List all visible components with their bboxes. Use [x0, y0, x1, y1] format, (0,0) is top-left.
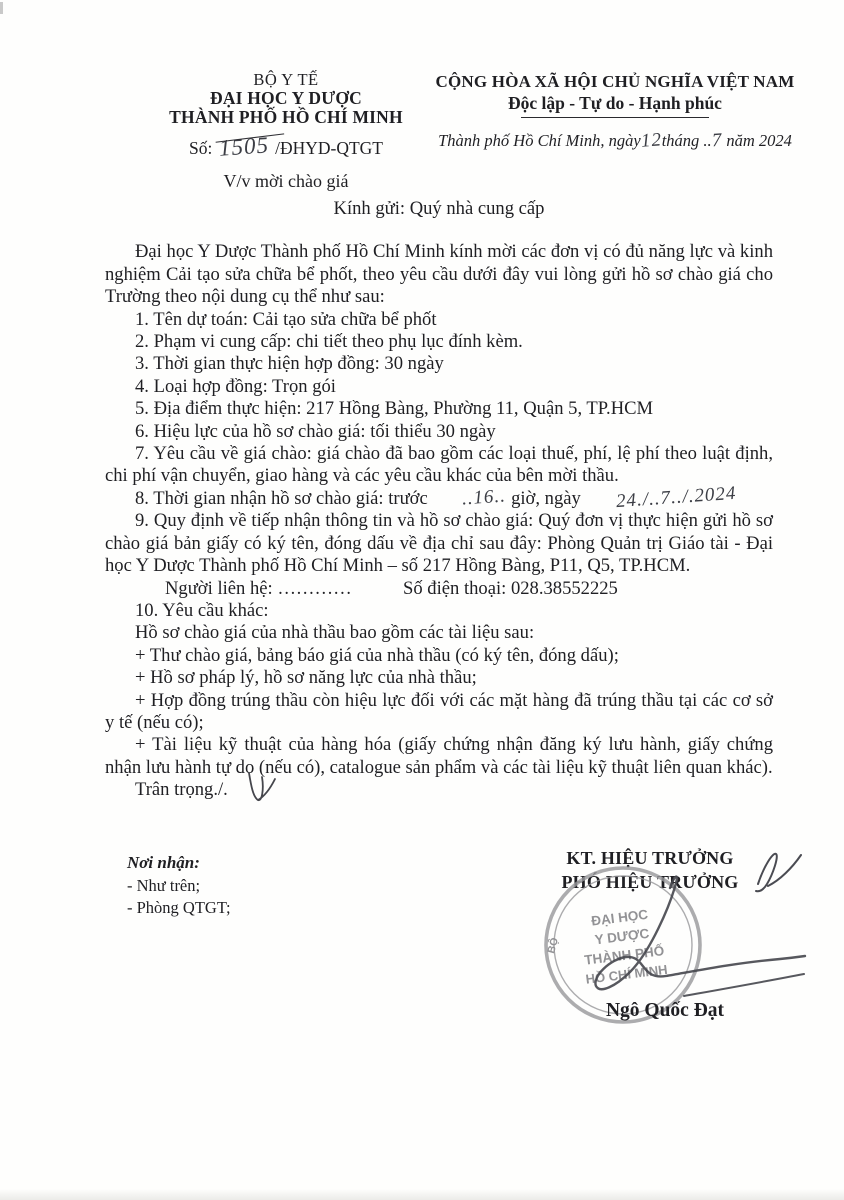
contact-line [105, 578, 773, 600]
doc-item-4: + Tài liệu kỹ thuật của hàng hóa (giấy chứng nhận đăng ký lưu hành, giấy chứng nhận lưu hành tự do (nếu có), catalogue sản phẩm và các tài liệu kỹ thuật liên quan khác). [105, 734, 773, 778]
month-handwritten: 7 [710, 129, 723, 152]
letter-body [105, 198, 773, 802]
list-item-10: 10. Yêu cầu khác: [135, 599, 269, 621]
seal-text-line3: THÀNH PHỐ [583, 943, 666, 968]
hour-handwritten: ..16.. [461, 485, 508, 510]
documents-intro: Hồ sơ chào giá của nhà thầu bao gồm các tài liệu sau: [135, 622, 535, 644]
dateline [424, 131, 806, 151]
national-motto: Độc lập - Tự do - Hạnh phúc [508, 93, 722, 113]
list-item-2: 2. Phạm vi cung cấp: chi tiết theo phụ lục đính kèm. [135, 331, 523, 353]
dateline-mid: tháng .. [661, 131, 712, 150]
list-item-4: 4. Loại hợp đồng: Trọn gói [135, 375, 336, 397]
phone-number: Số điện thoại: 028.38552225 [403, 577, 618, 599]
recipient-item: - Như trên; [127, 875, 201, 895]
document-number-label: Số: [188, 138, 213, 158]
document-number-suffix: /ĐHYD-QTGT [275, 138, 383, 158]
document-number-handwritten: 1505 [217, 132, 270, 161]
dateline-prefix: Thành phố Hồ Chí Minh, ngày [438, 131, 641, 150]
salutation: Kính gửi: Quý nhà cung cấp [333, 198, 545, 219]
intro-paragraph: Đại học Y Dược Thành phố Hồ Chí Minh kính mời các đơn vị có đủ năng lực và kinh nghiệm Cải tạo sửa chữa bể phốt, theo yêu cầu dưới đây vui lòng gửi hồ sơ chào giá cho Trường theo nội dung cụ thể như sau: [105, 241, 773, 308]
item8-text: 8. Thời gian nhận hồ sơ chào giá: trước [135, 487, 428, 509]
list-item-9: 9. Quy định về tiếp nhận thông tin và hồ sơ chào giá: Quý đơn vị thực hiện gửi hồ sơ chào giá bản giấy có ký tên, đóng dấu về địa chỉ sau đây: Phòng Quản trị Giáo tài - Đại học Y Dược Thành phố Hồ Chí Minh – số 217 Hồng Bàng, P11, Q5, TP.HCM. [105, 510, 773, 577]
org-name-line1: ĐẠI HỌC Y DƯỢC [209, 88, 363, 108]
issuer-block [118, 70, 454, 192]
scan-bottom-shadow [0, 1189, 844, 1200]
date-handwritten: 24./..7../.2024 [614, 482, 737, 513]
doc-item-2: + Hồ sơ pháp lý, hồ sơ năng lực của nhà thầu; [135, 667, 477, 689]
list-item-1: 1. Tên dự toán: Cải tạo sửa chữa bể phốt [135, 308, 437, 330]
signer-title-2: PHÓ HIỆU TRƯỞNG [561, 872, 739, 892]
closing-text: Trân trọng./. [135, 779, 228, 801]
list-item-6: 6. Hiệu lực của hồ sơ chào giá: tối thiểu 30 ngày [135, 420, 496, 442]
doc-item-1: + Thư chào giá, bảng báo giá của nhà thầu (có ký tên, đóng dấu); [135, 644, 619, 666]
seal-rim-text: BỘ [545, 936, 561, 955]
day-handwritten: 12 [639, 129, 663, 152]
national-title: CỘNG HÒA XÃ HỘI CHỦ NGHĨA VIỆT NAM [435, 72, 795, 91]
seal-text-line4: HỒ CHÍ MINH [584, 961, 669, 987]
motto-underline [521, 117, 709, 118]
document-subject: V/v mời chào giá [223, 171, 349, 191]
list-item-5: 5. Địa điểm thực hiện: 217 Hồng Bàng, Phường 11, Quận 5, TP.HCM [135, 398, 654, 420]
seal-text-line1: ĐẠI HỌC [590, 906, 649, 929]
contact-person-label: Người liên hệ: ………… [165, 577, 352, 599]
document-number-line [118, 132, 454, 161]
handwritten-flourish [241, 769, 281, 809]
signer-title-1: KT. HIỆU TRƯỞNG [566, 848, 734, 868]
closing-line [105, 779, 773, 801]
ministry-name: BỘ Y TẾ [253, 70, 319, 89]
list-item-7: 7. Yêu cầu về giá chào: giá chào đã bao gồm các loại thuế, phí, lệ phí theo luật định, chi phí vận chuyển, giao hàng và các yêu cầu khác của bên mời thầu. [105, 443, 773, 487]
item8-text-mid: giờ, ngày [511, 487, 581, 509]
official-seal [518, 856, 828, 1061]
recipient-item: - Phòng QTGT; [127, 898, 231, 917]
dateline-suffix: năm 2024 [726, 131, 792, 150]
national-header-block [424, 72, 806, 151]
list-item-8 [105, 482, 773, 513]
seal-text-line2: Y DƯỢC [593, 925, 651, 948]
recipients-label: Nơi nhận: [127, 853, 200, 872]
list-item-3: 3. Thời gian thực hiện hợp đồng: 30 ngày [135, 353, 444, 375]
scan-edge-artifact [0, 2, 3, 14]
recipients-block [127, 852, 231, 920]
org-name-line2: THÀNH PHỐ HỒ CHÍ MINH [169, 107, 403, 127]
doc-item-3: + Hợp đồng trúng thầu còn hiệu lực đối với các mặt hàng đã trúng thầu tại các cơ sở y tế (nếu có); [105, 689, 773, 733]
signer-name: Ngô Quốc Đạt [605, 1000, 725, 1021]
